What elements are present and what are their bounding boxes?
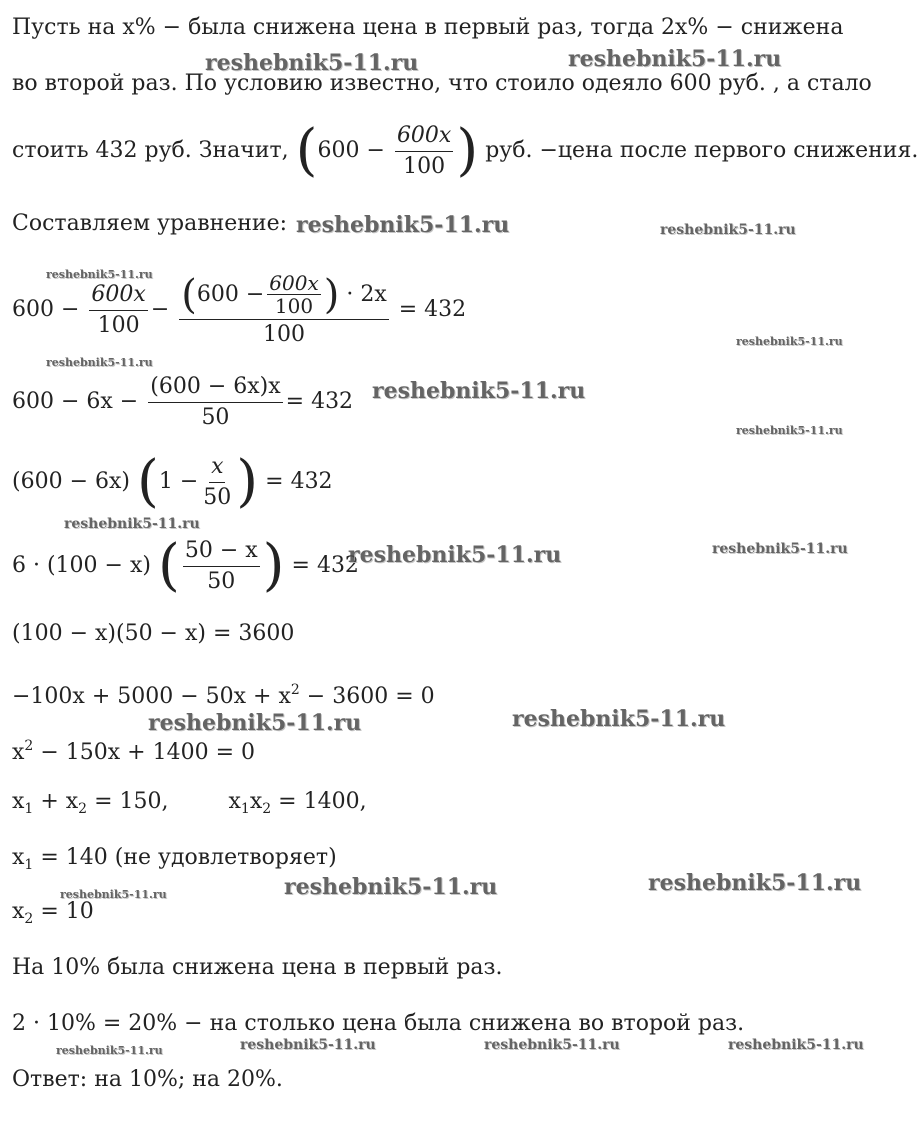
eq4-numerator: 50 − x — [183, 536, 260, 567]
eq1-f2-num-a: 600 − — [196, 281, 265, 307]
eq1-fraction-2 — [179, 271, 388, 350]
eq1-lhs: 600 − — [12, 297, 80, 322]
watermark: reshebnik5-11.ru — [568, 46, 782, 72]
eq3-paren-open: ( — [136, 449, 159, 514]
eq6-a: −100x + 5000 − 50x + x — [12, 684, 291, 709]
equation-7 — [12, 732, 255, 767]
eq10-r: = 10 — [33, 899, 94, 924]
eq6-sup: 2 — [290, 682, 300, 698]
watermark: reshebnik5-11.ru — [296, 212, 510, 238]
eq1-f1-numerator: 600x — [89, 280, 147, 311]
eq3-fraction — [201, 452, 233, 513]
eq3-lhs: (600 − 6x) — [12, 469, 130, 494]
eq8-c2: 2 — [262, 801, 272, 817]
equation-5: (100 − x)(50 − x) = 3600 — [12, 621, 295, 646]
equation-8 — [12, 788, 367, 823]
eq4-paren-open: ( — [157, 533, 180, 598]
eq8-r: = 150, — [87, 789, 169, 814]
watermark: reshebnik5-11.ru — [484, 1037, 620, 1053]
eq7-b: − 150x + 1400 = 0 — [33, 740, 255, 765]
eq3-paren-close: ) — [236, 449, 259, 514]
answer-line-1: На 10% была снижена цена в первый раз. — [12, 955, 503, 980]
watermark: reshebnik5-11.ru — [372, 378, 586, 404]
eq7-a: x — [12, 740, 25, 765]
eq3-rhs: = 432 — [265, 469, 333, 494]
eq4-lhs: 6 · (100 − x) — [12, 553, 151, 578]
eq6-b: − 3600 = 0 — [299, 684, 435, 709]
watermark: reshebnik5-11.ru — [648, 870, 862, 896]
watermark: reshebnik5-11.ru — [64, 516, 200, 532]
equation-6 — [12, 676, 435, 711]
watermark: reshebnik5-11.ru — [736, 335, 843, 348]
equation-1 — [12, 270, 466, 350]
fraction-600x-100 — [395, 121, 453, 182]
eq1-f2-num-b: · 2x — [346, 281, 387, 307]
equation-3 — [12, 450, 333, 514]
paren-open: ( — [295, 118, 318, 183]
eq8-cr: = 1400, — [271, 789, 367, 814]
eq8-plus: + x — [33, 789, 79, 814]
eq3-inner: 1 − — [158, 469, 199, 494]
eq10-s: 2 — [24, 911, 34, 927]
watermark: reshebnik5-11.ru — [205, 50, 419, 76]
equation-2 — [12, 370, 353, 434]
eq8-cx: x — [249, 789, 263, 814]
line-3-inner: 600 − — [317, 138, 385, 163]
watermark: reshebnik5-11.ru — [46, 268, 153, 281]
eq8-c: x — [228, 789, 241, 814]
watermark: reshebnik5-11.ru — [148, 710, 362, 736]
eq1-minus: − — [150, 297, 170, 322]
watermark: reshebnik5-11.ru — [56, 1044, 163, 1057]
text-line-3-end: руб. −цена после первого снижения. — [485, 138, 919, 163]
eq7-sup: 2 — [24, 738, 34, 754]
watermark: reshebnik5-11.ru — [60, 888, 167, 901]
watermark: reshebnik5-11.ru — [512, 706, 726, 732]
watermark: reshebnik5-11.ru — [240, 1037, 376, 1053]
watermark: reshebnik5-11.ru — [736, 424, 843, 437]
eq4-rhs: = 432 — [291, 553, 359, 578]
fraction-numerator: 600x — [395, 121, 453, 152]
paren-close: ) — [456, 118, 479, 183]
equation-10 — [12, 898, 94, 933]
eq9-r: = 140 (не удовлетворяет) — [33, 845, 337, 870]
eq3-denominator: 50 — [203, 484, 232, 510]
answer-line-3: Ответ: на 10%; на 20%. — [12, 1067, 283, 1092]
text-line-4: Составляем уравнение: — [12, 211, 288, 236]
eq2-numerator: (600 − 6x)x — [148, 372, 282, 403]
eq1-f2-inner-num: 600x — [269, 271, 319, 295]
eq2-denominator: 50 — [201, 404, 230, 430]
watermark: reshebnik5-11.ru — [728, 1037, 864, 1053]
eq1-f2-inner-fraction — [267, 272, 320, 317]
eq4-denominator: 50 — [207, 568, 236, 594]
eq8-c1: 1 — [240, 801, 250, 817]
eq8-s2: 2 — [78, 801, 88, 817]
watermark: reshebnik5-11.ru — [284, 874, 498, 900]
text-line-3 — [12, 116, 918, 186]
watermark: reshebnik5-11.ru — [348, 542, 562, 568]
eq1-f2-numerator: (600 − $\frac{600x}{100}$ ) · 2x — [181, 271, 387, 318]
text-line-2: во второй раз. По условию известно, что стоило одеяло 600 руб. , а стало — [12, 71, 872, 96]
text-line-3-start: стоить 432 руб. Значит, — [12, 138, 289, 163]
eq10-x: x — [12, 899, 25, 924]
eq1-f2-denominator: 100 — [263, 321, 305, 347]
watermark: reshebnik5-11.ru — [712, 541, 848, 557]
eq9-x: x — [12, 845, 25, 870]
eq1-f2-inner-den: 100 — [274, 294, 314, 318]
watermark: reshebnik5-11.ru — [46, 356, 153, 369]
eq9-s: 1 — [24, 857, 34, 873]
eq1-f1-denominator: 100 — [97, 312, 140, 338]
eq8-s1: 1 — [24, 801, 34, 817]
eq8-x: x — [12, 789, 25, 814]
text-line-1: Пусть на x% − была снижена цена в первый раз, тогда 2x% − снижена — [12, 15, 844, 40]
eq2-lhs: 600 − 6x − — [12, 389, 139, 414]
fraction-denominator: 100 — [403, 153, 446, 179]
answer-line-2: 2 · 10% = 20% − на столько цена была снижена во второй раз. — [12, 1011, 745, 1036]
eq3-numerator: x — [209, 452, 225, 483]
eq1-rhs: = 432 — [398, 297, 467, 322]
equation-4 — [12, 534, 359, 598]
eq4-fraction — [183, 536, 260, 597]
eq1-fraction-1 — [89, 280, 147, 341]
eq4-paren-close: ) — [262, 533, 285, 598]
eq2-fraction — [148, 372, 282, 433]
watermark: reshebnik5-11.ru — [660, 222, 796, 238]
eq2-rhs: = 432 — [285, 389, 354, 414]
